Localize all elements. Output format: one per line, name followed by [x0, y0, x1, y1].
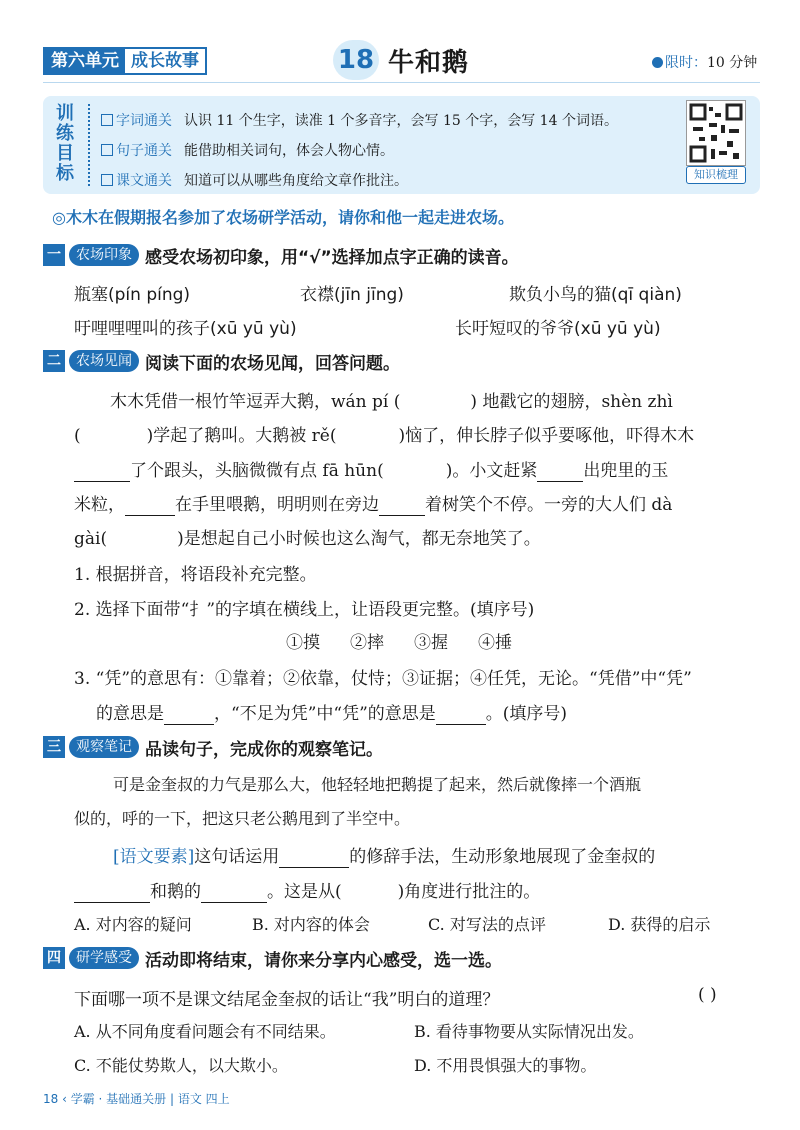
pinyin-item	[455, 314, 661, 339]
question-text: 。(填序号)	[485, 704, 568, 724]
passage-line	[74, 456, 668, 482]
answer-blank[interactable]	[279, 847, 349, 868]
goal-text: 认识 11 个生字，读准 1 个多音字，会写 15 个字，会写 14 个词语。	[184, 113, 618, 129]
passage-text: (	[74, 426, 81, 446]
answer-blank[interactable]	[436, 704, 486, 725]
checkbox-icon[interactable]	[101, 114, 113, 126]
answer-bracket[interactable]: ( )	[698, 985, 717, 1005]
section-title: 品读句子，完成你的观察笔记。	[145, 739, 383, 760]
clock-icon	[652, 57, 663, 68]
pinyin-item	[509, 280, 682, 305]
passage-line	[110, 387, 673, 412]
answer-blank[interactable]	[74, 882, 150, 903]
question-2: 2. 选择下面带“扌”的字填在横线上，让语段更完整。(填序号)	[74, 600, 535, 620]
passage-line	[74, 490, 672, 516]
pinyin-options[interactable]: (xū yū yù)	[210, 319, 297, 339]
time-limit-value: 10 分钟	[707, 55, 758, 71]
passage-text: 着树笑个不停。一旁的大人们 dà	[425, 495, 673, 515]
pinyin-item	[74, 280, 190, 305]
goal-text: 能借助相关词句，体会人物心情。	[184, 143, 394, 159]
goal-item	[101, 170, 408, 190]
passage-text: 在手里喂鹅，明明则在旁边	[175, 495, 379, 515]
passage-text: )是想起自己小时候也这么淘气，都无奈地笑了。	[177, 529, 541, 549]
pinyin-options[interactable]: (qī qiàn)	[611, 285, 682, 305]
goal-name: 字词通关	[116, 113, 172, 129]
passage-text: 了个跟头，头脑微微有点 fā hūn(	[130, 461, 384, 481]
question-line	[74, 877, 540, 903]
option[interactable]: C. 对写法的点评	[428, 915, 546, 934]
section-tag: 农场见闻	[69, 350, 139, 372]
section-heading	[43, 243, 519, 267]
section-title: 阅读下面的农场见闻，回答问题。	[145, 353, 400, 374]
section-title: 感受农场初印象，用“√”选择加点字正确的读音。	[145, 247, 519, 268]
option[interactable]: ④捶	[478, 633, 512, 653]
section-tag: 研学感受	[69, 947, 139, 969]
passage-text: )学起了鹅叫。大鹅被 rě(	[146, 426, 337, 446]
passage-text: ) 地戳它的翅膀，shèn zhì	[470, 392, 673, 412]
passage-text: gài(	[74, 529, 108, 549]
passage-line	[74, 421, 694, 446]
option[interactable]: ③握	[414, 633, 448, 653]
section-heading	[43, 735, 383, 759]
goal-text: 知道可以从哪些角度给文章作批注。	[184, 173, 408, 189]
section-title: 活动即将结束，请你来分享内心感受，选一选。	[145, 950, 502, 971]
question-text: 的修辞手法，生动形象地展现了金奎叔的	[349, 847, 656, 867]
unit-label: 第六单元	[45, 49, 125, 73]
passage-text: )。小文赶紧	[445, 461, 538, 481]
qr-code-icon[interactable]	[686, 100, 746, 166]
pinyin-item	[300, 280, 404, 305]
checkbox-icon[interactable]	[101, 174, 113, 186]
option[interactable]: D. 不用畏惧强大的事物。	[414, 1056, 597, 1075]
lesson-title: 牛和鹅	[388, 48, 470, 78]
goal-item	[101, 110, 618, 130]
word: 吁哩哩哩叫的孩子	[74, 319, 210, 339]
option[interactable]: ②摔	[350, 633, 384, 653]
pinyin-options[interactable]: (pín píng)	[108, 285, 191, 305]
answer-blank[interactable]	[201, 882, 267, 903]
header-divider	[43, 82, 760, 83]
section-tag: 农场印象	[69, 244, 139, 266]
goal-name: 句子通关	[116, 143, 172, 159]
question-text: 的意思是	[96, 704, 164, 724]
option[interactable]: A. 从不同角度看问题会有不同结果。	[74, 1022, 336, 1041]
question-text: 这句话运用	[194, 847, 280, 867]
section-number: 四	[43, 947, 65, 969]
time-limit	[652, 52, 757, 72]
answer-blank[interactable]	[379, 495, 425, 516]
question-text: 。这是从(	[267, 882, 342, 902]
section-tag: 观察笔记	[69, 736, 139, 758]
option[interactable]: A. 对内容的疑问	[74, 915, 192, 934]
pinyin-options[interactable]: (xū yū yù)	[574, 319, 661, 339]
section-number: 三	[43, 736, 65, 758]
question-text: 和鹅的	[150, 882, 201, 902]
word: 欺负小鸟的猫	[509, 285, 611, 305]
section-heading	[43, 349, 400, 373]
qr-tag: 知识梳理	[686, 166, 746, 184]
pinyin-options[interactable]: (jīn jīng)	[334, 285, 404, 305]
option[interactable]: ①摸	[286, 633, 320, 653]
page-footer: 18 ‹ 学霸 · 基础通关册 | 语文 四上	[43, 1092, 230, 1106]
pinyin-item	[74, 314, 297, 339]
unit-theme: 成长故事	[125, 49, 205, 73]
passage-line	[74, 524, 541, 549]
question-1: 1. 根据拼音，将语段补充完整。	[74, 565, 317, 585]
question-text: 下面哪一项不是课文结尾金奎叔的话让“我”明白的道理？	[74, 990, 500, 1010]
option[interactable]: B. 对内容的体会	[252, 915, 370, 934]
word: 瓶塞	[74, 285, 108, 305]
goal-name: 课文通关	[116, 173, 172, 189]
passage-text: 米粒，	[74, 495, 125, 515]
element-tag: [语文要素]	[113, 847, 195, 867]
answer-blank[interactable]	[125, 495, 175, 516]
question-text: ，“不足为凭”中“凭”的意思是	[214, 704, 436, 724]
quoted-sentence: 可是金奎叔的力气是那么大，他轻轻地把鹅提了起来，然后就像摔一个酒瓶	[113, 775, 642, 794]
goals-label: 训练目标	[56, 103, 74, 184]
question-line	[113, 842, 655, 868]
word: 长吁短叹的爷爷	[455, 319, 574, 339]
word: 衣襟	[300, 285, 334, 305]
question-3-continued	[96, 699, 567, 725]
option[interactable]: D. 获得的启示	[608, 915, 711, 934]
answer-blank[interactable]	[537, 461, 583, 482]
unit-banner	[43, 47, 207, 75]
goals-divider	[88, 104, 90, 186]
lesson-number: 18	[333, 40, 379, 80]
option[interactable]: C. 不能仗势欺人，以大欺小。	[74, 1056, 288, 1075]
passage-text: 出兜里的玉	[583, 461, 669, 481]
option-list	[286, 628, 512, 653]
option[interactable]: B. 看待事物要从实际情况出发。	[414, 1022, 644, 1041]
section-heading	[43, 946, 502, 970]
intro-text: ◎木木在假期报名参加了农场研学活动，请你和他一起走进农场。	[52, 208, 514, 227]
time-limit-label: 限时：	[665, 55, 707, 71]
answer-blank[interactable]	[74, 461, 130, 482]
answer-blank[interactable]	[164, 704, 214, 725]
question-3: 3. “凭”的意思有：①靠着；②依靠，仗恃；③证据；④任凭，无论。“凭借”中“凭”	[74, 669, 692, 689]
quoted-sentence: 似的，呼的一下，把这只老公鹅甩到了半空中。	[74, 809, 411, 828]
passage-text: 木木凭借一根竹竿逗弄大鹅，wán pí (	[110, 392, 401, 412]
checkbox-icon[interactable]	[101, 144, 113, 156]
question-text: )角度进行批注的。	[397, 882, 541, 902]
section-number: 一	[43, 244, 65, 266]
goal-item	[101, 140, 394, 160]
passage-text: )恼了，伸长脖子似乎要啄他，吓得木木	[398, 426, 695, 446]
section-number: 二	[43, 350, 65, 372]
